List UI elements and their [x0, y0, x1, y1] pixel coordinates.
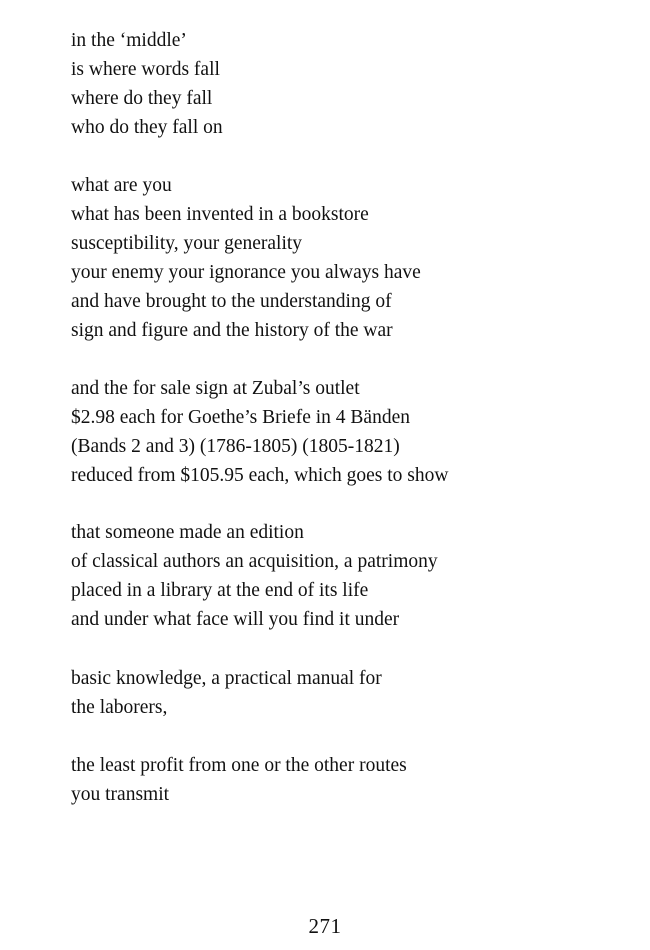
page-number: 271 — [308, 914, 342, 938]
poem-line: and under what face will you find it under — [71, 609, 400, 630]
poem-line: your enemy your ignorance you always have — [71, 262, 421, 283]
stanza-5 — [71, 664, 631, 722]
poem-line: reduced from $105.95 each, which goes to show — [71, 465, 449, 486]
poem-line: of classical authors an acquisition, a patrimony — [71, 551, 438, 572]
poem-line: sign and figure and the history of the war — [71, 320, 393, 341]
poem-line: where do they fall — [71, 88, 213, 109]
poem-body — [71, 26, 631, 809]
poem-line: and the for sale sign at Zubal’s outlet — [71, 378, 360, 399]
poem-line: who do they fall on — [71, 117, 223, 138]
poem-line: the least profit from one or the other routes — [71, 755, 407, 776]
poem-line: placed in a library at the end of its life — [71, 580, 369, 601]
stanza-4 — [71, 518, 631, 634]
stanza-break — [71, 345, 631, 374]
stanza-6 — [71, 751, 631, 809]
poem-line: susceptibility, your generality — [71, 233, 303, 254]
poem-line: $2.98 each for Goethe’s Briefe in 4 Bänden — [71, 407, 410, 428]
stanza-3 — [71, 374, 631, 490]
poem-line: (Bands 2 and 3) (1786-1805) (1805-1821) — [71, 436, 400, 457]
poem-line: what has been invented in a bookstore — [71, 204, 369, 225]
poem-line: and have brought to the understanding of — [71, 291, 392, 312]
poem-line: in the ‘middle’ — [71, 30, 187, 51]
poem-line: is where words fall — [71, 59, 220, 80]
stanza-2 — [71, 171, 631, 345]
stanza-break — [71, 142, 631, 171]
stanza-1 — [71, 26, 631, 142]
poem-line: what are you — [71, 175, 172, 196]
poem-line: the laborers, — [71, 697, 168, 718]
poem-line: basic knowledge, a practical manual for — [71, 668, 382, 689]
poem-line: you transmit — [71, 784, 170, 805]
stanza-break — [71, 634, 631, 664]
stanza-break — [71, 490, 631, 518]
stanza-break — [71, 722, 631, 751]
poem-line: that someone made an edition — [71, 522, 304, 543]
